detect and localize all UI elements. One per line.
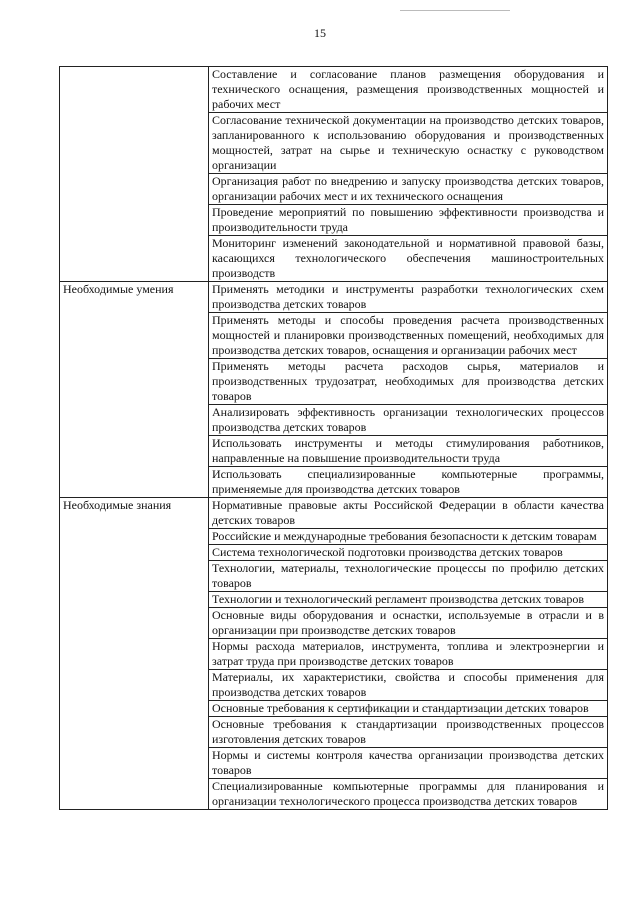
table-cell-item: Материалы, их характеристики, свойства и способы применения для производства детских товаров	[209, 670, 608, 701]
table-cell-item: Специализированные компьютерные программы для планирования и организации технологического процесса производства детских товаров	[209, 779, 608, 810]
table-cell-item: Применять методики и инструменты разработки технологических схем производства детских товаров	[209, 282, 608, 313]
section-label-cell	[60, 282, 209, 498]
page-number: 15	[314, 26, 326, 40]
table-cell-item: Нормативные правовые акты Российской Федерации в области качества детских товаров	[209, 498, 608, 529]
table-cell-item: Система технологической подготовки производства детских товаров	[209, 545, 608, 561]
competency-table	[59, 66, 608, 810]
table-cell-item: Составление и согласование планов размещения оборудования и технического оснащения, размещения производственных мощностей и рабочих мест	[209, 67, 608, 113]
table-cell-item: Мониторинг изменений законодательной и нормативной правовой базы, касающихся технологического обеспечения машиностроительных производств	[209, 236, 608, 282]
table-cell-item: Основные требования к стандартизации производственных процессов изготовления детских товаров	[209, 717, 608, 748]
table-row	[60, 67, 608, 113]
table-cell-item: Организация работ по внедрению и запуску производства детских товаров, организации рабочих мест и их технического оснащения	[209, 174, 608, 205]
section-label: Необходимые знания	[63, 498, 172, 512]
table-row	[60, 282, 608, 313]
top-divider	[400, 10, 510, 11]
table-cell-item: Использовать инструменты и методы стимулирования работников, направленные на повышение производительности труда	[209, 436, 608, 467]
table-cell-item: Основные виды оборудования и оснастки, используемые в отрасли и в организации при производстве детских товаров	[209, 608, 608, 639]
table-cell-item: Российские и международные требования безопасности к детским товарам	[209, 529, 608, 545]
table-cell-item: Использовать специализированные компьютерные программы, применяемые для производства детских товаров	[209, 467, 608, 498]
table-cell-item: Нормы и системы контроля качества организации производства детских товаров	[209, 748, 608, 779]
table-cell-item: Технологии, материалы, технологические процессы по профилю детских товаров	[209, 561, 608, 592]
table-cell-item: Нормы расхода материалов, инструмента, топлива и электроэнергии и затрат труда при производстве детских товаров	[209, 639, 608, 670]
table-row	[60, 498, 608, 529]
table-cell-item: Применять методы и способы проведения расчета производственных мощностей и планировки производственных помещений, необходимых для производства детских товаров, оснащения и организации рабочих мест	[209, 313, 608, 359]
table-cell-item: Проведение мероприятий по повышению эффективности производства и производительности труда	[209, 205, 608, 236]
table-cell-item: Согласование технической документации на производство детских товаров, запланированного к использованию оборудования и производственных мощностей, затрат на сырье и техническую оснастку с руководством организации	[209, 113, 608, 174]
table-cell-item: Анализировать эффективность организации технологических процессов производства детских товаров	[209, 405, 608, 436]
table-cell-item: Технологии и технологический регламент производства детских товаров	[209, 592, 608, 608]
table-cell-item: Основные требования к сертификации и стандартизации детских товаров	[209, 701, 608, 717]
section-label-cell	[60, 498, 209, 810]
section-label: Необходимые умения	[63, 282, 174, 296]
table-cell-item: Применять методы расчета расходов сырья, материалов и производственных трудозатрат, необходимых для производства детских товаров	[209, 359, 608, 405]
section-label-cell	[60, 67, 209, 282]
